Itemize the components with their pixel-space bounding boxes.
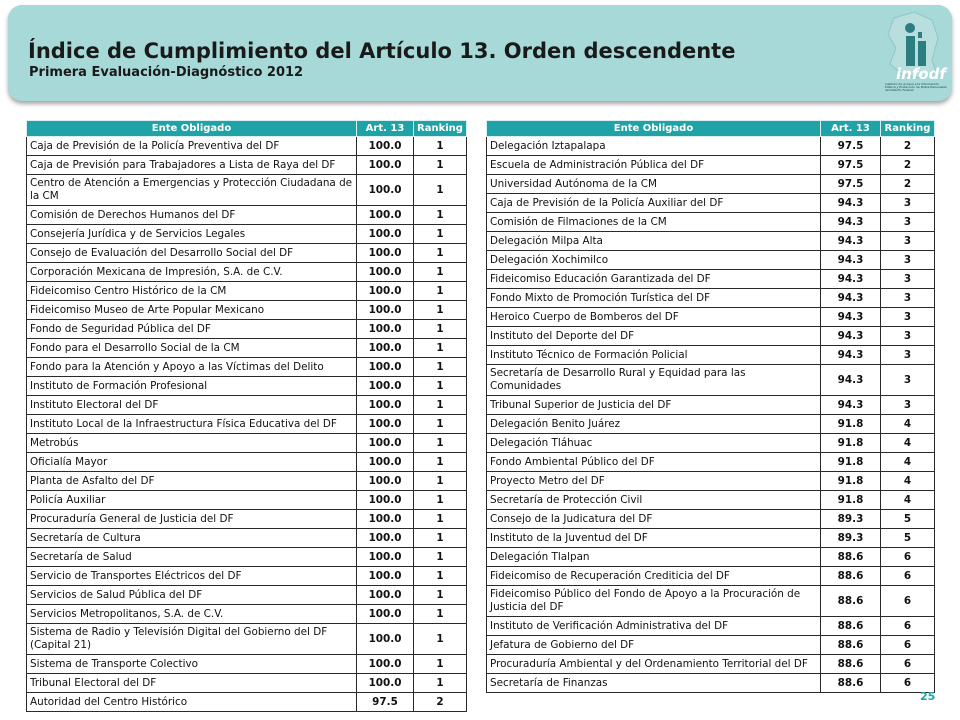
entity-cell: Oficialía Mayor <box>27 453 357 472</box>
entity-cell: Tribunal Superior de Justicia del DF <box>487 396 821 415</box>
page-title: Índice de Cumplimiento del Artículo 13. Orden descendente <box>28 39 736 63</box>
entity-cell: Caja de Previsión para Trabajadores a Lista de Raya del DF <box>27 156 357 175</box>
rank-cell: 3 <box>881 327 935 346</box>
entity-cell: Fondo de Seguridad Pública del DF <box>27 320 357 339</box>
entity-cell: Delegación Xochimilco <box>487 251 821 270</box>
table-row <box>487 453 935 472</box>
rank-cell: 3 <box>881 251 935 270</box>
entity-cell: Universidad Autónoma de la CM <box>487 175 821 194</box>
table-row <box>487 472 935 491</box>
logo-wordmark: infodf <box>896 65 946 83</box>
rank-cell: 1 <box>414 605 467 624</box>
rank-cell: 1 <box>414 156 467 175</box>
rank-cell: 5 <box>881 529 935 548</box>
table-row <box>487 213 935 232</box>
entity-cell: Jefatura de Gobierno del DF <box>487 636 821 655</box>
score-cell: 88.6 <box>821 617 881 636</box>
entity-cell: Fondo para el Desarrollo Social de la CM <box>27 339 357 358</box>
score-cell: 97.5 <box>821 175 881 194</box>
entity-cell: Instituto Electoral del DF <box>27 396 357 415</box>
table-row <box>27 510 467 529</box>
score-cell: 88.6 <box>821 636 881 655</box>
rank-cell: 4 <box>881 472 935 491</box>
score-cell: 100.0 <box>357 339 414 358</box>
entity-cell: Proyecto Metro del DF <box>487 472 821 491</box>
score-cell: 88.6 <box>821 674 881 693</box>
entity-cell: Servicios de Salud Pública del DF <box>27 586 357 605</box>
score-cell: 94.3 <box>821 270 881 289</box>
entity-cell: Secretaría de Finanzas <box>487 674 821 693</box>
score-cell: 100.0 <box>357 510 414 529</box>
table-row <box>487 674 935 693</box>
score-cell: 100.0 <box>357 263 414 282</box>
table-row <box>487 232 935 251</box>
score-cell: 100.0 <box>357 175 414 206</box>
column-header-entity: Ente Obligado <box>27 121 357 137</box>
entity-cell: Secretaría de Protección Civil <box>487 491 821 510</box>
entity-cell: Escuela de Administración Pública del DF <box>487 156 821 175</box>
table-row <box>27 339 467 358</box>
entity-cell: Instituto de Formación Profesional <box>27 377 357 396</box>
table-row <box>27 244 467 263</box>
score-cell: 100.0 <box>357 244 414 263</box>
score-cell: 89.3 <box>821 510 881 529</box>
table-row <box>27 415 467 434</box>
entity-cell: Consejo de la Judicatura del DF <box>487 510 821 529</box>
rank-cell: 3 <box>881 346 935 365</box>
score-cell: 100.0 <box>357 301 414 320</box>
score-cell: 100.0 <box>357 156 414 175</box>
rank-cell: 1 <box>414 586 467 605</box>
score-cell: 100.0 <box>357 320 414 339</box>
entity-cell: Sistema de Transporte Colectivo <box>27 655 357 674</box>
score-cell: 94.3 <box>821 396 881 415</box>
entity-cell: Delegación Benito Juárez <box>487 415 821 434</box>
rank-cell: 1 <box>414 244 467 263</box>
score-cell: 100.0 <box>357 137 414 156</box>
entity-cell: Fideicomiso Centro Histórico de la CM <box>27 282 357 301</box>
score-cell: 94.3 <box>821 194 881 213</box>
rank-cell: 3 <box>881 194 935 213</box>
page-number: 25 <box>920 690 936 703</box>
table-row <box>27 396 467 415</box>
table-row <box>487 396 935 415</box>
score-cell: 100.0 <box>357 453 414 472</box>
entity-cell: Secretaría de Salud <box>27 548 357 567</box>
rank-cell: 1 <box>414 396 467 415</box>
table-row <box>487 655 935 674</box>
score-cell: 91.8 <box>821 434 881 453</box>
rank-cell: 6 <box>881 636 935 655</box>
rank-cell: 1 <box>414 434 467 453</box>
entity-cell: Sistema de Radio y Televisión Digital del Gobierno del DF (Capital 21) <box>27 624 357 655</box>
entity-cell: Delegación Milpa Alta <box>487 232 821 251</box>
table-row <box>27 156 467 175</box>
entity-cell: Delegación Tlalpan <box>487 548 821 567</box>
table-row <box>27 358 467 377</box>
score-cell: 97.5 <box>357 693 414 712</box>
table-row <box>27 693 467 712</box>
rank-cell: 4 <box>881 453 935 472</box>
rank-cell: 1 <box>414 263 467 282</box>
entity-cell: Planta de Asfalto del DF <box>27 472 357 491</box>
rank-cell: 1 <box>414 567 467 586</box>
entity-cell: Fideicomiso Museo de Arte Popular Mexicano <box>27 301 357 320</box>
table-row <box>27 472 467 491</box>
rank-cell: 6 <box>881 548 935 567</box>
title-banner <box>8 5 952 101</box>
ranking-table-left <box>26 120 467 712</box>
entity-cell: Fondo Mixto de Promoción Turística del DF <box>487 289 821 308</box>
score-cell: 100.0 <box>357 491 414 510</box>
rank-cell: 3 <box>881 270 935 289</box>
rank-cell: 3 <box>881 396 935 415</box>
score-cell: 91.8 <box>821 415 881 434</box>
table-row <box>487 137 935 156</box>
table-row <box>487 567 935 586</box>
rank-cell: 2 <box>881 175 935 194</box>
rank-cell: 6 <box>881 674 935 693</box>
score-cell: 94.3 <box>821 308 881 327</box>
table-row <box>487 270 935 289</box>
rank-cell: 1 <box>414 453 467 472</box>
table-row <box>27 225 467 244</box>
score-cell: 88.6 <box>821 655 881 674</box>
score-cell: 94.3 <box>821 213 881 232</box>
score-cell: 88.6 <box>821 586 881 617</box>
entity-cell: Autoridad del Centro Histórico <box>27 693 357 712</box>
entity-cell: Fideicomiso Educación Garantizada del DF <box>487 270 821 289</box>
table-row <box>487 529 935 548</box>
entity-cell: Metrobús <box>27 434 357 453</box>
rank-cell: 2 <box>414 693 467 712</box>
entity-cell: Corporación Mexicana de Impresión, S.A. de C.V. <box>27 263 357 282</box>
table-row <box>487 156 935 175</box>
entity-cell: Delegación Iztapalapa <box>487 137 821 156</box>
table-row <box>27 674 467 693</box>
score-cell: 94.3 <box>821 327 881 346</box>
rank-cell: 1 <box>414 175 467 206</box>
table-row <box>27 263 467 282</box>
table-row <box>487 434 935 453</box>
score-cell: 97.5 <box>821 137 881 156</box>
table-row <box>27 434 467 453</box>
table-row <box>27 655 467 674</box>
table-row <box>27 586 467 605</box>
entity-cell: Centro de Atención a Emergencias y Protección Ciudadana de la CM <box>27 175 357 206</box>
score-cell: 88.6 <box>821 548 881 567</box>
entity-cell: Comisión de Filmaciones de la CM <box>487 213 821 232</box>
score-cell: 100.0 <box>357 358 414 377</box>
table-row <box>27 453 467 472</box>
table-row <box>487 365 935 396</box>
rank-cell: 4 <box>881 434 935 453</box>
score-cell: 94.3 <box>821 251 881 270</box>
table-row <box>487 491 935 510</box>
table-row <box>487 415 935 434</box>
table-row <box>27 624 467 655</box>
rank-cell: 6 <box>881 586 935 617</box>
score-cell: 91.8 <box>821 491 881 510</box>
table-row <box>27 567 467 586</box>
rank-cell: 1 <box>414 415 467 434</box>
rank-cell: 1 <box>414 225 467 244</box>
rank-cell: 1 <box>414 137 467 156</box>
score-cell: 94.3 <box>821 365 881 396</box>
entity-cell: Instituto del Deporte del DF <box>487 327 821 346</box>
score-cell: 100.0 <box>357 415 414 434</box>
table-row <box>487 194 935 213</box>
table-row <box>487 617 935 636</box>
rank-cell: 3 <box>881 308 935 327</box>
column-header-score: Art. 13 <box>357 121 414 137</box>
table-row <box>27 301 467 320</box>
score-cell: 100.0 <box>357 567 414 586</box>
table-row <box>487 510 935 529</box>
table-row <box>27 282 467 301</box>
rank-cell: 1 <box>414 301 467 320</box>
column-header-entity: Ente Obligado <box>487 121 821 137</box>
table-row <box>27 605 467 624</box>
rank-cell: 1 <box>414 624 467 655</box>
score-cell: 100.0 <box>357 472 414 491</box>
score-cell: 100.0 <box>357 586 414 605</box>
table-header-row <box>487 121 935 137</box>
entity-cell: Secretaría de Desarrollo Rural y Equidad para las Comunidades <box>487 365 821 396</box>
table-row <box>487 548 935 567</box>
score-cell: 94.3 <box>821 346 881 365</box>
rank-cell: 1 <box>414 655 467 674</box>
score-cell: 100.0 <box>357 605 414 624</box>
rank-cell: 3 <box>881 365 935 396</box>
rank-cell: 1 <box>414 529 467 548</box>
score-cell: 88.6 <box>821 567 881 586</box>
ranking-table-right <box>486 120 935 693</box>
entity-cell: Procuraduría General de Justicia del DF <box>27 510 357 529</box>
column-header-rank: Ranking <box>881 121 935 137</box>
entity-cell: Instituto Técnico de Formación Policial <box>487 346 821 365</box>
entity-cell: Consejo de Evaluación del Desarrollo Social del DF <box>27 244 357 263</box>
rank-cell: 6 <box>881 655 935 674</box>
entity-cell: Heroico Cuerpo de Bomberos del DF <box>487 308 821 327</box>
entity-cell: Fondo Ambiental Público del DF <box>487 453 821 472</box>
score-cell: 100.0 <box>357 624 414 655</box>
logo-caption: Instituto de Acceso a la Información Pública y Protección de Datos Personales del Distrito Federal <box>885 82 947 92</box>
table-header-row <box>27 121 467 137</box>
rank-cell: 1 <box>414 491 467 510</box>
rank-cell: 1 <box>414 472 467 491</box>
rank-cell: 1 <box>414 548 467 567</box>
table-row <box>27 377 467 396</box>
entity-cell: Consejería Jurídica y de Servicios Legales <box>27 225 357 244</box>
column-header-score: Art. 13 <box>821 121 881 137</box>
table-row <box>27 548 467 567</box>
entity-cell: Servicio de Transportes Eléctricos del DF <box>27 567 357 586</box>
entity-cell: Comisión de Derechos Humanos del DF <box>27 206 357 225</box>
entity-cell: Caja de Previsión de la Policía Preventiva del DF <box>27 137 357 156</box>
entity-cell: Caja de Previsión de la Policía Auxiliar del DF <box>487 194 821 213</box>
entity-cell: Fideicomiso Público del Fondo de Apoyo a la Procuración de Justicia del DF <box>487 586 821 617</box>
rank-cell: 2 <box>881 137 935 156</box>
score-cell: 89.3 <box>821 529 881 548</box>
entity-cell: Instituto de Verificación Administrativa del DF <box>487 617 821 636</box>
table-row <box>487 346 935 365</box>
entity-cell: Tribunal Electoral del DF <box>27 674 357 693</box>
entity-cell: Instituto de la Juventud del DF <box>487 529 821 548</box>
rank-cell: 6 <box>881 617 935 636</box>
rank-cell: 3 <box>881 289 935 308</box>
score-cell: 100.0 <box>357 655 414 674</box>
table-row <box>27 320 467 339</box>
table-row <box>27 491 467 510</box>
score-cell: 100.0 <box>357 434 414 453</box>
score-cell: 94.3 <box>821 232 881 251</box>
rank-cell: 1 <box>414 206 467 225</box>
table-row <box>487 251 935 270</box>
entity-cell: Fondo para la Atención y Apoyo a las Víctimas del Delito <box>27 358 357 377</box>
table-row <box>27 529 467 548</box>
rank-cell: 1 <box>414 358 467 377</box>
table-row <box>27 175 467 206</box>
table-row <box>27 206 467 225</box>
score-cell: 97.5 <box>821 156 881 175</box>
rank-cell: 4 <box>881 491 935 510</box>
rank-cell: 5 <box>881 510 935 529</box>
table-row <box>487 586 935 617</box>
entity-cell: Policía Auxiliar <box>27 491 357 510</box>
table-row <box>487 327 935 346</box>
rank-cell: 1 <box>414 674 467 693</box>
score-cell: 100.0 <box>357 206 414 225</box>
entity-cell: Secretaría de Cultura <box>27 529 357 548</box>
entity-cell: Fideicomiso de Recuperación Crediticia del DF <box>487 567 821 586</box>
score-cell: 100.0 <box>357 674 414 693</box>
score-cell: 100.0 <box>357 396 414 415</box>
rank-cell: 4 <box>881 415 935 434</box>
score-cell: 100.0 <box>357 225 414 244</box>
table-row <box>487 636 935 655</box>
rank-cell: 1 <box>414 377 467 396</box>
table-row <box>27 137 467 156</box>
rank-cell: 6 <box>881 567 935 586</box>
rank-cell: 1 <box>414 320 467 339</box>
score-cell: 91.8 <box>821 472 881 491</box>
score-cell: 91.8 <box>821 453 881 472</box>
score-cell: 100.0 <box>357 282 414 301</box>
rank-cell: 1 <box>414 339 467 358</box>
rank-cell: 1 <box>414 282 467 301</box>
page-subtitle: Primera Evaluación-Diagnóstico 2012 <box>29 65 304 80</box>
column-header-rank: Ranking <box>414 121 467 137</box>
score-cell: 100.0 <box>357 548 414 567</box>
entity-cell: Delegación Tláhuac <box>487 434 821 453</box>
score-cell: 100.0 <box>357 377 414 396</box>
table-row <box>487 175 935 194</box>
score-cell: 94.3 <box>821 289 881 308</box>
rank-cell: 3 <box>881 232 935 251</box>
entity-cell: Procuraduría Ambiental y del Ordenamiento Territorial del DF <box>487 655 821 674</box>
rank-cell: 3 <box>881 213 935 232</box>
score-cell: 100.0 <box>357 529 414 548</box>
table-row <box>487 308 935 327</box>
rank-cell: 2 <box>881 156 935 175</box>
entity-cell: Servicios Metropolitanos, S.A. de C.V. <box>27 605 357 624</box>
table-row <box>487 289 935 308</box>
entity-cell: Instituto Local de la Infraestructura Física Educativa del DF <box>27 415 357 434</box>
rank-cell: 1 <box>414 510 467 529</box>
